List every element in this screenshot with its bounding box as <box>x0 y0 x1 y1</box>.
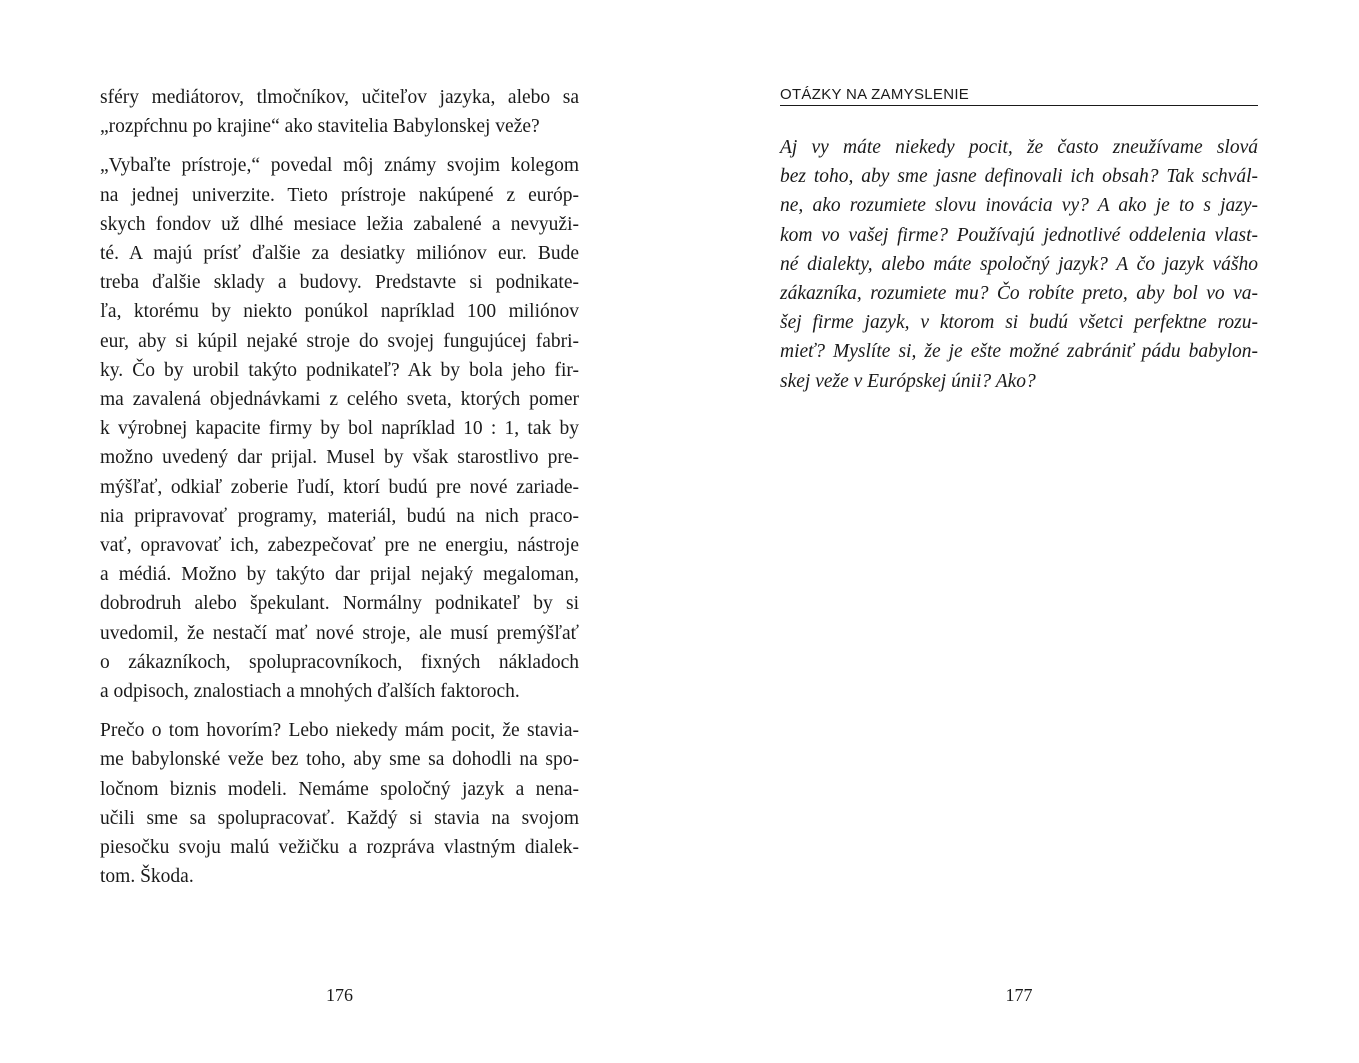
question-line: skej veže v Európskej únii? Ako? <box>780 370 1036 392</box>
question-line: né dialekty, alebo máte spoločný jazyk? A čo jazyk vášho <box>780 253 1258 275</box>
text-line: k výrobnej kapacite firmy by bol napríklad 10 : 1, tak by <box>100 418 579 440</box>
text-line: me babylonské veže bez toho, aby sme sa dohodli na spo- <box>100 749 579 771</box>
text-line: učili sme sa spolupracovať. Každý si stavia na svojom <box>100 807 579 829</box>
text-line: „rozpŕchnu po krajine“ ako stavitelia Babylonskej veže? <box>100 116 540 138</box>
text-line: té. A majú prísť ďalšie za desiatky miliónov eur. Bude <box>100 243 579 265</box>
text-line: piesočku svoju malú vežičku a rozpráva vlastným dialek- <box>100 837 579 859</box>
question-line: zákazníka, rozumiete mu? Čo robíte preto, aby bol vo va- <box>780 283 1258 305</box>
text-line: treba ďalšie sklady a budovy. Predstavte si podnikate- <box>100 272 579 294</box>
paragraph-1 <box>100 83 579 141</box>
text-line: ľa, ktorému by niekto ponúkol napríklad 100 miliónov <box>100 301 579 323</box>
paragraph-3 <box>100 716 579 891</box>
text-line: vať, opravovať ich, zabezpečovať pre ne energiu, nástroje <box>100 535 579 557</box>
text-line: nia pripravovať programy, materiál, budú na nich praco- <box>100 505 579 527</box>
text-line: ma zavalená objednávkami z celého sveta, ktorých pomer <box>100 389 579 411</box>
paragraph-2 <box>100 151 579 706</box>
text-line: eur, aby si kúpil nejaké stroje do svojej fungujúcej fabri- <box>100 330 579 352</box>
text-line: ločnom biznis modeli. Nemáme spoločný jazyk a nena- <box>100 778 579 800</box>
text-line: uvedomil, že nestačí mať nové stroje, ale musí premýšľať <box>100 622 579 644</box>
text-line: a odpisoch, znalostiach a mnohých ďalších faktoroch. <box>100 681 520 703</box>
text-line: mýšľať, odkiaľ zoberie ľudí, ktorí budú pre nové zariade- <box>100 476 579 498</box>
page-number-left: 176 <box>326 985 353 1005</box>
text-line: „Vybaľte prístroje,“ povedal môj známy svojim kolegom <box>100 155 579 177</box>
text-line: o zákazníkoch, spolupracovníkoch, fixných nákladoch <box>100 651 579 673</box>
section-heading: OTÁZKY NA ZAMYSLENIE <box>780 86 1258 106</box>
question-line: ne, ako rozumiete slovu inovácia vy? A ako je to s jazy- <box>780 195 1258 217</box>
question-line: šej firme jazyk, v ktorom si budú všetci perfektne rozu- <box>780 312 1258 334</box>
text-line: tom. Škoda. <box>100 866 194 888</box>
question-line: Aj vy máte niekedy pocit, že často zneužívame slová <box>780 137 1258 158</box>
reflection-questions <box>780 133 1258 396</box>
question-line: kom vo vašej firme? Používajú jednotlivé oddelenia vlast- <box>780 224 1258 246</box>
question-line: bez toho, aby sme jasne definovali ich obsah? Tak schvál- <box>780 166 1258 188</box>
text-line: sféry mediátorov, tlmočníkov, učiteľov jazyka, alebo sa <box>100 87 579 108</box>
page-number-right: 177 <box>1005 985 1033 1005</box>
text-line: dobrodruh alebo špekulant. Normálny podnikateľ by si <box>100 593 579 615</box>
text-line: ky. Čo by urobil takýto podnikateľ? Ak by bola jeho fir- <box>100 359 579 381</box>
text-line: možno uvedený dar prijal. Musel by však starostlivo pre- <box>100 447 579 469</box>
right-page <box>679 0 1359 1063</box>
body-text <box>100 83 579 901</box>
text-line: na jednej univerzite. Tieto prístroje nakúpené z európ- <box>100 184 579 206</box>
question-line: mieť? Myslíte si, že je ešte možné zabrániť pádu babylon- <box>780 341 1258 363</box>
text-line: a médiá. Možno by takýto dar prijal nejaký megaloman, <box>100 564 579 586</box>
text-line: skych fondov už dlhé mesiace ležia zabalené a nevyuži- <box>100 213 579 235</box>
left-page <box>0 0 679 1063</box>
text-line: Prečo o tom hovorím? Lebo niekedy mám pocit, že stavia- <box>100 720 579 742</box>
